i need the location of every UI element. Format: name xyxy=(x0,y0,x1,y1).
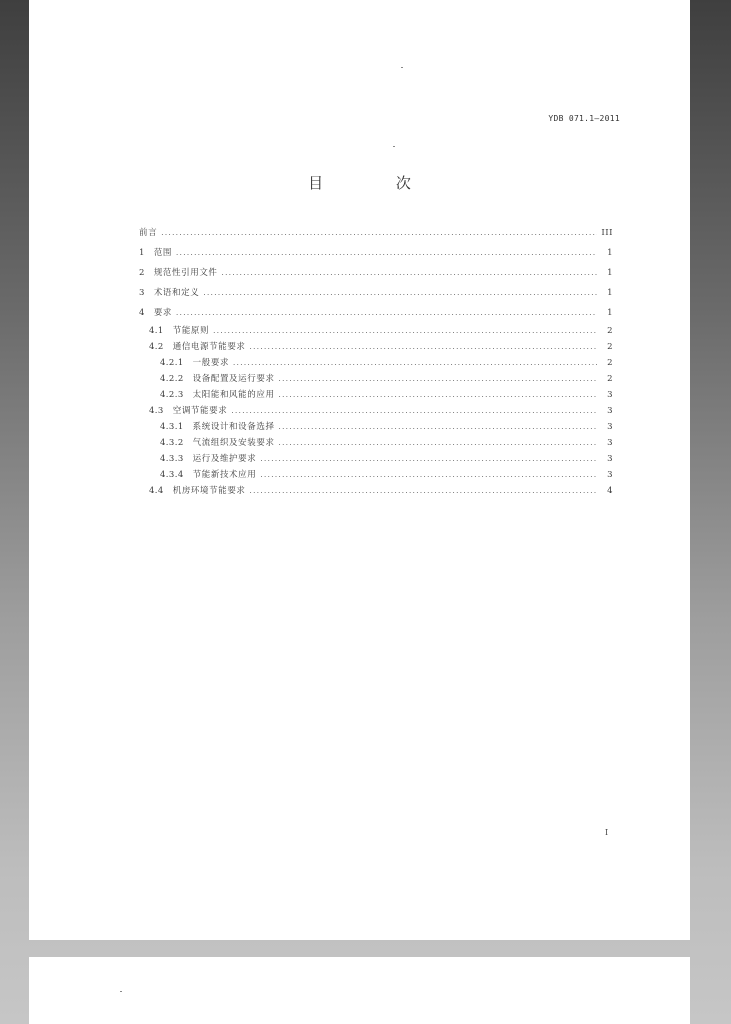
toc-entry-number: 2 xyxy=(139,268,145,278)
toc-entry-page: 1 xyxy=(607,268,613,278)
toc-entry[interactable] xyxy=(139,223,613,243)
toc-entry-page: III xyxy=(601,228,613,238)
toc-entry[interactable] xyxy=(139,339,613,355)
toc-entry-number: 4 xyxy=(139,308,145,318)
toc-leader-dots xyxy=(213,323,597,339)
toc-entry-label: 太阳能和风能的应用 xyxy=(192,390,275,400)
toc-entry-number: 1 xyxy=(139,248,145,258)
document-code: YDB 071.1—2011 xyxy=(548,114,620,123)
toc-entry-label: 要求 xyxy=(153,308,173,318)
toc-entry-page: 3 xyxy=(607,470,613,480)
toc-entry-page: 3 xyxy=(607,406,613,416)
next-document-page xyxy=(29,957,690,1024)
toc-entry-label: 运行及维护要求 xyxy=(192,454,257,464)
toc-entry-number: 4.2.2 xyxy=(160,374,184,384)
toc-entry-page: 3 xyxy=(607,390,613,400)
toc-entry-number: 4.3.3 xyxy=(160,454,184,464)
toc-entry[interactable] xyxy=(139,303,613,323)
toc-entry-label: 前言 xyxy=(139,228,158,238)
toc-entry-label: 术语和定义 xyxy=(153,288,200,298)
toc-entry[interactable] xyxy=(139,483,613,499)
toc-leader-dots xyxy=(222,263,597,283)
toc-entry[interactable] xyxy=(139,387,613,403)
table-of-contents xyxy=(139,223,613,499)
toc-leader-dots xyxy=(233,355,597,371)
toc-entry-label: 通信电源节能要求 xyxy=(172,342,246,352)
toc-entry-page: 2 xyxy=(607,374,613,384)
toc-entry-page: 2 xyxy=(607,342,613,352)
toc-entry-label: 空调节能要求 xyxy=(172,406,228,416)
toc-entry-number: 4.3.4 xyxy=(160,470,184,480)
document-page xyxy=(29,0,690,940)
toc-entry-number: 4.4 xyxy=(149,486,164,496)
toc-leader-dots xyxy=(176,303,597,323)
toc-entry[interactable] xyxy=(139,243,613,263)
toc-leader-dots xyxy=(176,243,597,263)
toc-entry[interactable] xyxy=(139,323,613,339)
toc-entry-number: 4.3.2 xyxy=(160,438,184,448)
toc-entry[interactable] xyxy=(139,467,613,483)
toc-entry[interactable] xyxy=(139,263,613,283)
toc-entry[interactable] xyxy=(139,451,613,467)
toc-entry-page: 4 xyxy=(607,486,613,496)
toc-entry-page: 3 xyxy=(607,422,613,432)
toc-entry-number: 4.2.3 xyxy=(160,390,184,400)
toc-entry-page: 2 xyxy=(607,326,613,336)
toc-leader-dots xyxy=(279,371,597,387)
toc-entry-number: 4.1 xyxy=(149,326,164,336)
scan-speck xyxy=(401,67,403,68)
toc-leader-dots xyxy=(279,387,597,403)
toc-entry-label: 机房环境节能要求 xyxy=(172,486,246,496)
toc-entry-label: 节能新技术应用 xyxy=(192,470,257,480)
scan-speck xyxy=(120,991,122,992)
toc-entry-number: 4.2.1 xyxy=(160,358,184,368)
toc-entry-number: 3 xyxy=(139,288,145,298)
toc-entry[interactable] xyxy=(139,419,613,435)
page-title: 目 次 xyxy=(308,174,445,192)
toc-leader-dots xyxy=(250,483,597,499)
toc-entry-label: 设备配置及运行要求 xyxy=(192,374,275,384)
toc-entry[interactable] xyxy=(139,371,613,387)
toc-entry-page: 1 xyxy=(607,308,613,318)
toc-entry[interactable] xyxy=(139,435,613,451)
toc-entry-number: 4.3 xyxy=(149,406,164,416)
toc-entry-page: 1 xyxy=(607,288,613,298)
toc-leader-dots xyxy=(231,403,597,419)
toc-entry-page: 2 xyxy=(607,358,613,368)
scan-speck xyxy=(393,146,395,147)
toc-entry-page: 3 xyxy=(607,438,613,448)
toc-entry-label: 气流组织及安装要求 xyxy=(192,438,275,448)
toc-leader-dots xyxy=(279,419,597,435)
toc-entry[interactable] xyxy=(139,403,613,419)
toc-entry-page: 1 xyxy=(607,248,613,258)
toc-entry-label: 系统设计和设备选择 xyxy=(192,422,275,432)
toc-entry-label: 一般要求 xyxy=(192,358,230,368)
page-number: I xyxy=(605,828,609,837)
toc-entry[interactable] xyxy=(139,355,613,371)
toc-leader-dots xyxy=(250,339,597,355)
toc-entry-label: 规范性引用文件 xyxy=(153,268,218,278)
toc-entry[interactable] xyxy=(139,283,613,303)
toc-entry-number: 4.2 xyxy=(149,342,164,352)
toc-entry-label: 节能原则 xyxy=(172,326,210,336)
toc-leader-dots xyxy=(161,223,597,243)
toc-leader-dots xyxy=(260,451,597,467)
toc-entry-label: 范围 xyxy=(153,248,173,258)
toc-entry-number: 4.3.1 xyxy=(160,422,184,432)
toc-leader-dots xyxy=(279,435,597,451)
toc-entry-page: 3 xyxy=(607,454,613,464)
toc-leader-dots xyxy=(260,467,597,483)
toc-leader-dots xyxy=(203,283,597,303)
